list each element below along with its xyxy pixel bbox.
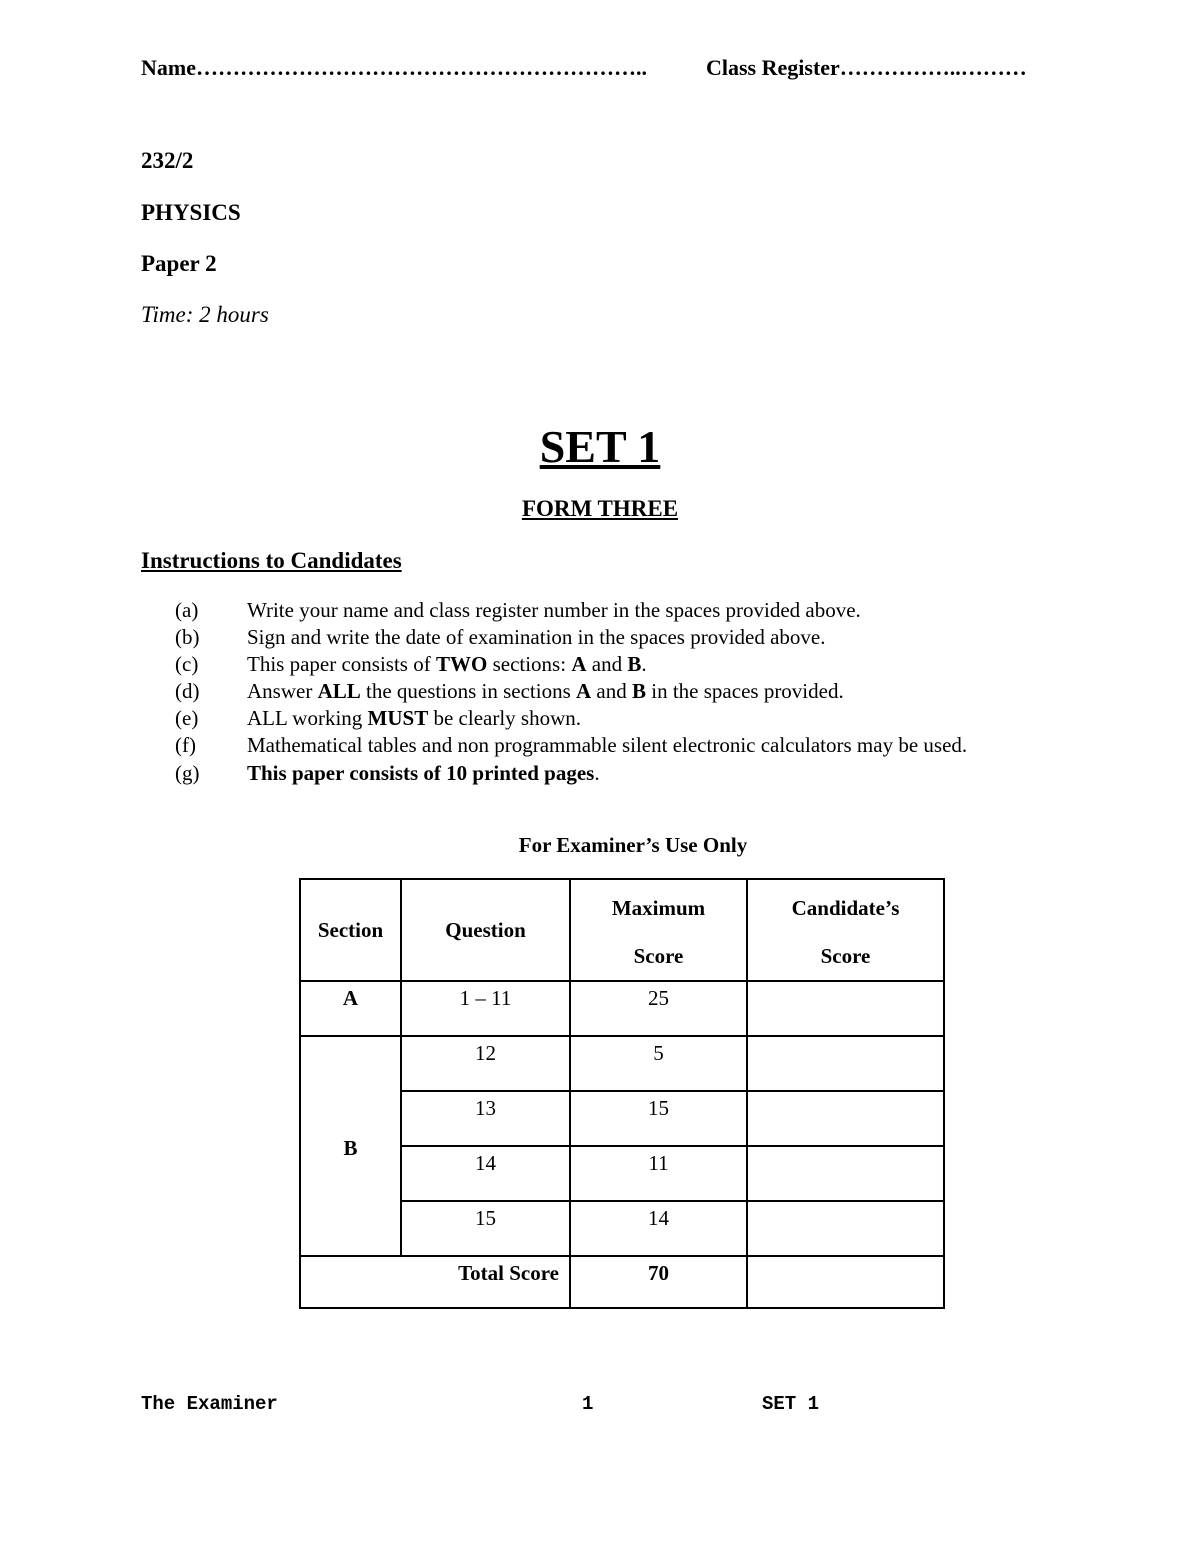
section-cell: A xyxy=(300,981,401,1036)
footer-set: SET 1 xyxy=(762,1393,820,1415)
instruction-label: (b) xyxy=(175,625,200,649)
form-title: FORM THREE xyxy=(521,496,679,521)
total-score-label: Total Score xyxy=(300,1256,570,1308)
candidate-score-cell[interactable] xyxy=(747,1201,944,1256)
section-cell: B xyxy=(300,1036,401,1256)
candidate-score-cell[interactable] xyxy=(747,1091,944,1146)
class-register-field: Class Register……………..……… xyxy=(706,55,1027,80)
instruction-label: (c) xyxy=(175,652,199,676)
time-allowed: Time: 2 hours xyxy=(141,302,269,327)
instruction-label: (e) xyxy=(175,706,199,730)
total-row xyxy=(300,1256,944,1308)
paper-code: 232/2 xyxy=(141,148,194,173)
header-section: Section xyxy=(300,879,401,981)
question-cell: 13 xyxy=(401,1091,570,1146)
candidate-score-cell[interactable] xyxy=(747,1036,944,1091)
instruction-text: Answer ALL the questions in sections A and B in the spaces provided. xyxy=(247,679,844,703)
header-question: Question xyxy=(401,879,570,981)
set-title: SET 1 xyxy=(539,421,661,472)
instruction-text: This paper consists of TWO sections: A and B. xyxy=(247,652,647,676)
instructions-heading: Instructions to Candidates xyxy=(141,548,402,573)
max-score-cell: 11 xyxy=(570,1146,747,1201)
table-header-row xyxy=(300,879,944,981)
instruction-label: (a) xyxy=(175,598,199,622)
question-cell: 12 xyxy=(401,1036,570,1091)
subject-title: PHYSICS xyxy=(141,200,241,225)
header-candidate-score: Candidate’s Score xyxy=(747,879,944,981)
max-score-cell: 25 xyxy=(570,981,747,1036)
examiner-score-table xyxy=(299,878,945,1309)
instruction-text: Write your name and class register number in the spaces provided above. xyxy=(247,598,861,622)
header-maximum-score: Maximum Score xyxy=(570,879,747,981)
footer-page-number: 1 xyxy=(582,1393,594,1415)
question-cell: 1 – 11 xyxy=(401,981,570,1036)
instruction-text: ALL working MUST be clearly shown. xyxy=(247,706,582,730)
max-score-cell: 5 xyxy=(570,1036,747,1091)
footer-publisher: The Examiner xyxy=(141,1393,278,1415)
instruction-label: (g) xyxy=(175,761,200,785)
examiner-use-caption: For Examiner’s Use Only xyxy=(518,833,748,857)
instruction-label: (f) xyxy=(175,733,196,757)
instruction-label: (d) xyxy=(175,679,200,703)
total-candidate-score[interactable] xyxy=(747,1256,944,1308)
candidate-score-cell[interactable] xyxy=(747,1146,944,1201)
total-max-score: 70 xyxy=(570,1256,747,1308)
instruction-text: This paper consists of 10 printed pages. xyxy=(247,761,600,785)
max-score-cell: 14 xyxy=(570,1201,747,1256)
table-row xyxy=(300,981,944,1036)
candidate-score-cell[interactable] xyxy=(747,981,944,1036)
instruction-text: Sign and write the date of examination in the spaces provided above. xyxy=(247,625,826,649)
max-score-cell: 15 xyxy=(570,1091,747,1146)
table-row xyxy=(300,1036,944,1091)
question-cell: 14 xyxy=(401,1146,570,1201)
instruction-text: Mathematical tables and non programmable silent electronic calculators may be used. xyxy=(247,733,968,757)
name-field: Name…………………………………………………….. xyxy=(141,55,647,80)
paper-number: Paper 2 xyxy=(141,251,217,276)
question-cell: 15 xyxy=(401,1201,570,1256)
